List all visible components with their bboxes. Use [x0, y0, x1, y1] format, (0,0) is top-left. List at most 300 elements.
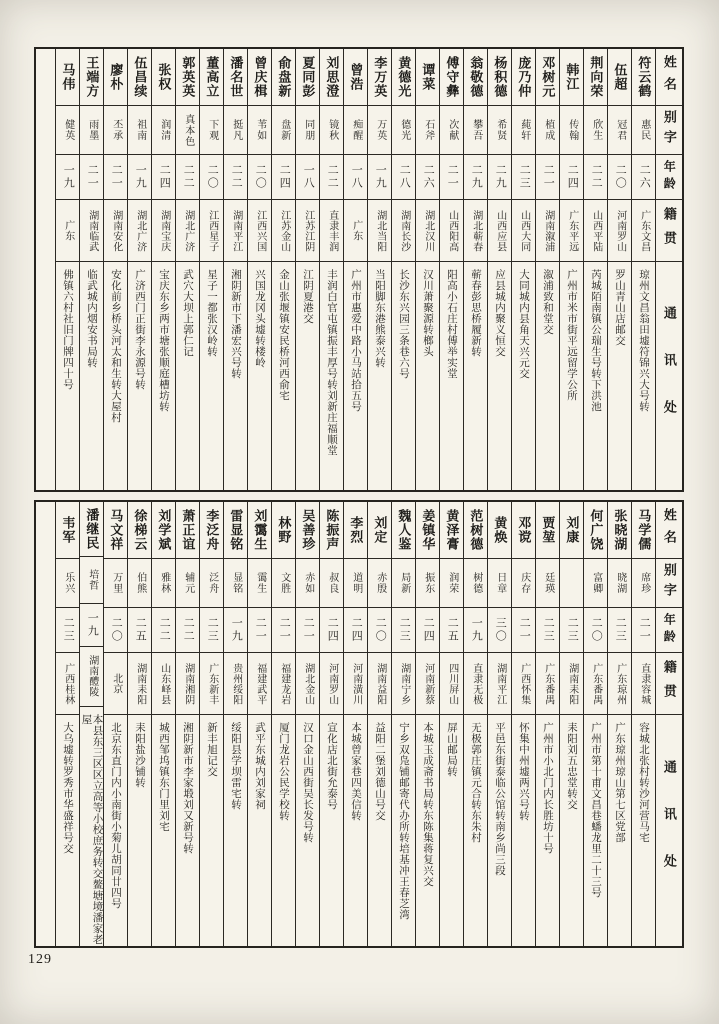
address-cell: 应县城内聚义恒交 — [494, 269, 506, 357]
courtesy-cell: 惠民 — [632, 106, 655, 155]
name-cell: 王端方 — [80, 49, 103, 106]
person-column — [127, 49, 151, 490]
courtesy-cell: 润清 — [152, 106, 175, 155]
courtesy-cell: 下观 — [200, 106, 223, 155]
courtesy-cell: 泛舟 — [200, 559, 223, 608]
origin-cell: 江西兴国 — [248, 200, 271, 262]
address-cell: 平邑东街泰临公馆转南乡尚三段 — [494, 722, 506, 876]
address-cell: 金山张堰镇安民桥河西俞宅 — [278, 269, 290, 401]
name-cell: 吴善珍 — [296, 502, 319, 559]
origin-cell: 广东 — [344, 200, 367, 262]
name-cell: 刘学斌 — [152, 502, 175, 559]
person-column — [511, 502, 535, 946]
courtesy-cell — [560, 559, 583, 608]
courtesy-cell: 攀吾 — [464, 106, 487, 155]
person-column — [631, 502, 655, 946]
person-column — [631, 49, 655, 490]
courtesy-cell: 镜秋 — [320, 106, 343, 155]
age-cell: 二四 — [416, 608, 439, 653]
address-cell: 江阴夏港交 — [302, 269, 314, 324]
name-cell: 郭英英 — [176, 49, 199, 106]
origin-cell: 湖北蕲春 — [464, 200, 487, 262]
age-cell: 二〇 — [368, 608, 391, 653]
name-cell: 黄泽膏 — [440, 502, 463, 559]
courtesy-cell: 丕承 — [104, 106, 127, 155]
age-cell: 二五 — [440, 608, 463, 653]
person-column — [439, 502, 463, 946]
courtesy-cell: 文胜 — [272, 559, 295, 608]
address-cell: 湘阴新市李家塅刘又新号转 — [182, 722, 194, 854]
origin-cell: 湖南宁乡 — [392, 653, 415, 715]
name-cell: 魏人鉴 — [392, 502, 415, 559]
name-cell: 李烈 — [344, 502, 367, 559]
person-column — [55, 502, 79, 946]
address-cell: 容城北张村转沙河营马宅 — [638, 722, 650, 843]
origin-cell: 湖南临武 — [80, 200, 103, 262]
origin-cell: 广西怀集 — [512, 653, 535, 715]
address-cell: 武穴大坝上郭仁记 — [182, 269, 194, 357]
person-column — [583, 49, 607, 490]
address-cell: 本城曾家巷四美信转 — [350, 722, 362, 821]
address-cell: 广济西门正街李永源号转 — [134, 269, 146, 390]
origin-cell: 广东文昌 — [632, 200, 655, 262]
origin-cell: 湖南平江 — [224, 200, 247, 262]
name-cell: 董高立 — [200, 49, 223, 106]
age-cell: 二二 — [176, 608, 199, 653]
origin-cell: 山西应县 — [488, 200, 511, 262]
header-label-name: 姓名 — [656, 502, 682, 559]
name-cell: 傅守彝 — [440, 49, 463, 106]
address-cell: 广州市米市街平远留学公所 — [566, 269, 578, 401]
origin-cell: 直隶丰润 — [320, 200, 343, 262]
address-cell: 厦门龙岩公民学校转 — [278, 722, 290, 821]
origin-cell: 湖北金山 — [296, 653, 319, 715]
courtesy-cell: 痴醒 — [344, 106, 367, 155]
origin-cell: 湖南耒阳 — [128, 653, 151, 715]
origin-cell: 湖北当阳 — [368, 200, 391, 262]
person-column — [295, 49, 319, 490]
person-column — [343, 49, 367, 490]
name-cell: 李泛舟 — [200, 502, 223, 559]
table-header-column — [655, 502, 682, 946]
person-column — [175, 502, 199, 946]
age-cell: 二二 — [176, 155, 199, 200]
name-cell: 李万英 — [368, 49, 391, 106]
name-cell: 庞乃仲 — [512, 49, 535, 106]
age-cell: 一八 — [344, 155, 367, 200]
address-cell: 长沙东兴园三条巷六号 — [398, 269, 410, 379]
courtesy-cell: 润荣 — [440, 559, 463, 608]
name-cell: 曾浩 — [344, 49, 367, 106]
age-cell: 二二 — [152, 608, 175, 653]
courtesy-cell: 伯熊 — [128, 559, 151, 608]
header-label-age: 年龄 — [656, 608, 682, 653]
courtesy-cell: 振东 — [416, 559, 439, 608]
name-cell: 黄德光 — [392, 49, 415, 106]
origin-cell: 四川屏山 — [440, 653, 463, 715]
address-cell: 汉口金山西街吴长发号转 — [302, 722, 314, 843]
age-cell: 二一 — [536, 155, 559, 200]
person-column — [535, 49, 559, 490]
address-cell: 广州市第十甫文昌巷蟠龙里二十三号 — [590, 722, 602, 898]
origin-cell: 湖北广济 — [128, 200, 151, 262]
name-cell: 马学儒 — [632, 502, 655, 559]
courtesy-cell: 赤殷 — [368, 559, 391, 608]
header-label-name: 姓名 — [656, 49, 682, 106]
courtesy-cell: 树德 — [464, 559, 487, 608]
person-column — [295, 502, 319, 946]
origin-cell: 广东琼州 — [608, 653, 631, 715]
courtesy-cell: 祖南 — [128, 106, 151, 155]
person-column — [127, 502, 151, 946]
name-cell: 俞盘新 — [272, 49, 295, 106]
courtesy-cell: 赤如 — [296, 559, 319, 608]
person-column — [175, 49, 199, 490]
person-column — [511, 49, 535, 490]
address-cell: 北京东直门内小南街小菊儿胡同廿四号 — [110, 722, 122, 909]
courtesy-cell: 冠君 — [608, 106, 631, 155]
age-cell: 二三 — [560, 608, 583, 653]
age-cell: 二三 — [512, 155, 535, 200]
address-cell: 怀集中州墟两兴号转 — [518, 722, 530, 821]
address-cell: 宝庆东乡两市塘张顺庭槽坊转 — [158, 269, 170, 412]
header-label-age: 年龄 — [656, 155, 682, 200]
origin-cell: 直隶无极 — [464, 653, 487, 715]
age-cell: 一九 — [224, 608, 247, 653]
courtesy-cell: 道明 — [344, 559, 367, 608]
address-cell: 屏山邮局转 — [446, 722, 458, 777]
person-column — [199, 49, 223, 490]
name-cell: 夏同彭 — [296, 49, 319, 106]
age-cell: 二〇 — [248, 155, 271, 200]
person-column — [199, 502, 223, 946]
courtesy-cell: 传翰 — [560, 106, 583, 155]
origin-cell: 北京 — [104, 653, 127, 715]
name-cell: 萧正谊 — [176, 502, 199, 559]
age-cell: 二八 — [392, 155, 415, 200]
address-cell: 本城玉成斋书局转东陈集蒋复兴交 — [422, 722, 434, 887]
origin-cell: 湖南湘阴 — [176, 653, 199, 715]
address-cell: 宣化店北街允泰号 — [326, 722, 338, 810]
age-cell: 二五 — [128, 608, 151, 653]
age-cell: 二三 — [608, 608, 631, 653]
origin-cell: 福建武平 — [248, 653, 271, 715]
origin-cell: 广西桂林 — [56, 653, 79, 715]
age-cell: 一九 — [368, 155, 391, 200]
name-cell: 马伟 — [56, 49, 79, 106]
courtesy-cell: 雅林 — [152, 559, 175, 608]
name-cell: 韩江 — [560, 49, 583, 106]
courtesy-cell: 同朋 — [296, 106, 319, 155]
person-column — [271, 502, 295, 946]
address-cell: 罗山青山店邮交 — [614, 269, 626, 346]
address-cell: 芮城陌南镇公瑞生号转下洪池 — [590, 269, 602, 412]
person-column — [343, 502, 367, 946]
courtesy-cell: 石斧 — [416, 106, 439, 155]
person-column — [583, 502, 607, 946]
person-column — [223, 502, 247, 946]
courtesy-cell: 德光 — [392, 106, 415, 155]
person-column — [391, 49, 415, 490]
origin-cell: 湖南长沙 — [392, 200, 415, 262]
name-cell: 刘思澄 — [320, 49, 343, 106]
name-cell: 潘继民 — [80, 502, 103, 557]
courtesy-cell: 显铭 — [224, 559, 247, 608]
origin-cell: 河南新蔡 — [416, 653, 439, 715]
address-cell: 兴国龙冈头墟转楼岭 — [254, 269, 266, 368]
address-cell: 佛镇六村社旧门牌四十号 — [62, 269, 74, 390]
name-cell: 廖朴 — [104, 49, 127, 106]
person-column — [223, 49, 247, 490]
courtesy-cell: 次献 — [440, 106, 463, 155]
person-column — [391, 502, 415, 946]
person-column — [55, 49, 79, 490]
header-label-courtesy: 别字 — [656, 559, 682, 608]
courtesy-cell: 叔良 — [320, 559, 343, 608]
courtesy-cell: 真本色 — [176, 106, 199, 155]
person-column — [103, 502, 127, 946]
name-cell: 徐梯云 — [128, 502, 151, 559]
origin-cell: 直隶容城 — [632, 653, 655, 715]
person-column — [415, 502, 439, 946]
address-cell: 溆浦致和堂交 — [542, 269, 554, 335]
person-column — [607, 502, 631, 946]
person-column — [559, 49, 583, 490]
age-cell: 一九 — [464, 608, 487, 653]
age-cell: 二一 — [296, 608, 319, 653]
person-column — [319, 49, 343, 490]
origin-cell: 江苏金山 — [272, 200, 295, 262]
age-cell: 二三 — [392, 608, 415, 653]
origin-cell: 湖南耒阳 — [560, 653, 583, 715]
courtesy-cell: 欣生 — [584, 106, 607, 155]
age-cell: 一九 — [128, 155, 151, 200]
age-cell: 二一 — [248, 608, 271, 653]
table-header-column — [655, 49, 682, 490]
age-cell: 二六 — [632, 155, 655, 200]
address-cell: 武平东城内刘家祠 — [254, 722, 266, 810]
origin-cell: 江西星子 — [200, 200, 223, 262]
address-cell: 安化前乡桥头河太和生转大屋村 — [110, 269, 122, 423]
age-cell: 二一 — [440, 155, 463, 200]
name-cell: 刘康 — [560, 502, 583, 559]
name-cell: 刘霭生 — [248, 502, 271, 559]
address-cell: 阳高小石庄村傅举实堂 — [446, 269, 458, 379]
page-number: 129 — [28, 952, 52, 967]
age-cell: 二六 — [416, 155, 439, 200]
age-cell: 二〇 — [584, 608, 607, 653]
person-column — [151, 502, 175, 946]
person-column — [367, 49, 391, 490]
name-cell: 何广饶 — [584, 502, 607, 559]
name-cell: 韦军 — [56, 502, 79, 559]
origin-cell: 山东峄县 — [152, 653, 175, 715]
courtesy-cell: 霭生 — [248, 559, 271, 608]
person-column — [151, 49, 175, 490]
name-cell: 贾堃 — [536, 502, 559, 559]
address-cell: 琼州文昌翁田墟符锦兴大号转 — [638, 269, 650, 412]
person-column — [559, 502, 583, 946]
age-cell: 二一 — [80, 155, 103, 200]
name-cell: 符云鹤 — [632, 49, 655, 106]
person-column — [415, 49, 439, 490]
courtesy-cell: 晓湖 — [608, 559, 631, 608]
origin-cell: 湖南宝庆 — [152, 200, 175, 262]
courtesy-cell: 席珍 — [632, 559, 655, 608]
address-cell: 丰润白官屯镇振丰厚号转刘新庄福顺堂 — [326, 269, 338, 456]
age-cell: 二四 — [560, 155, 583, 200]
header-label-courtesy: 别字 — [656, 106, 682, 155]
header-label-address: 通讯处 — [661, 760, 677, 901]
age-cell: 一九 — [56, 155, 79, 200]
origin-cell: 湖南平江 — [488, 653, 511, 715]
person-column — [247, 49, 271, 490]
name-cell: 伍超 — [608, 49, 631, 106]
origin-cell: 湖南醴陵 — [80, 647, 103, 707]
person-column — [607, 49, 631, 490]
name-cell: 姜镇华 — [416, 502, 439, 559]
address-cell: 广州市惠爱中路小马站拾五号 — [350, 269, 362, 412]
name-cell: 杨积德 — [488, 49, 511, 106]
courtesy-cell: 雨墨 — [80, 106, 103, 155]
age-cell: 一九 — [80, 604, 103, 647]
courtesy-cell: 乐兴 — [56, 559, 79, 608]
age-cell: 二二 — [320, 155, 343, 200]
name-cell: 林野 — [272, 502, 295, 559]
address-cell: 宁乡双凫铺邮寄代办所转培基冲王春芝湾 — [398, 722, 410, 920]
courtesy-cell: 健英 — [56, 106, 79, 155]
age-cell: 二三 — [536, 608, 559, 653]
address-cell: 大同城内县角天兴元交 — [518, 269, 530, 379]
origin-cell: 江苏江阴 — [296, 200, 319, 262]
address-cell: 汉川萧聚源转榔头 — [422, 269, 434, 357]
age-cell: 二二 — [584, 155, 607, 200]
name-cell: 马文祥 — [104, 502, 127, 559]
courtesy-cell: 挺凡 — [224, 106, 247, 155]
name-cell: 荆向荣 — [584, 49, 607, 106]
origin-cell: 河南潢川 — [344, 653, 367, 715]
registry-table-top — [34, 47, 684, 492]
origin-cell: 湖北广济 — [176, 200, 199, 262]
origin-cell: 湖南安化 — [104, 200, 127, 262]
header-label-origin: 籍贯 — [656, 653, 682, 715]
address-cell: 湘阴新市下潘宏兴号转 — [230, 269, 242, 379]
origin-cell: 湖南益阳 — [368, 653, 391, 715]
address-cell: 城西邹坞镇东门里刘宅 — [158, 722, 170, 832]
age-cell: 二九 — [464, 155, 487, 200]
origin-cell: 湖南溆浦 — [536, 200, 559, 262]
name-cell: 黄焕 — [488, 502, 511, 559]
courtesy-cell: 蒓轩 — [512, 106, 535, 155]
origin-cell: 广东番禺 — [536, 653, 559, 715]
courtesy-cell: 日章 — [488, 559, 511, 608]
origin-cell: 广东番禺 — [584, 653, 607, 715]
courtesy-cell: 辅元 — [176, 559, 199, 608]
address-cell: 耒阳盐沙铺转 — [134, 722, 146, 788]
courtesy-cell: 局新 — [392, 559, 415, 608]
address-cell: 益阳二堡刘德山号交 — [374, 722, 386, 821]
person-column — [319, 502, 343, 946]
address-cell: 蕲春彭思桥履新转 — [470, 269, 482, 357]
person-column — [463, 49, 487, 490]
address-cell: 星子一都张汉岭转 — [206, 269, 218, 357]
address-cell: 广东琼州琼山第七区党部 — [614, 722, 626, 843]
address-cell: 绥阳县学坝雷宅转 — [230, 722, 242, 810]
origin-cell: 河南罗山 — [320, 653, 343, 715]
courtesy-cell: 富卿 — [584, 559, 607, 608]
age-cell: 二〇 — [608, 155, 631, 200]
age-cell: 二〇 — [200, 155, 223, 200]
age-cell: 二四 — [152, 155, 175, 200]
person-column — [535, 502, 559, 946]
name-cell: 雷显铭 — [224, 502, 247, 559]
courtesy-cell: 万里 — [104, 559, 127, 608]
person-column — [463, 502, 487, 946]
courtesy-cell: 希贤 — [488, 106, 511, 155]
address-cell: 无极郭庄镇元合转东朱村 — [470, 722, 482, 843]
origin-cell: 河南罗山 — [608, 200, 631, 262]
courtesy-cell: 苇如 — [248, 106, 271, 155]
courtesy-cell: 庆存 — [512, 559, 535, 608]
name-cell: 陈振声 — [320, 502, 343, 559]
origin-cell: 山西阳高 — [440, 200, 463, 262]
name-cell: 伍昌续 — [128, 49, 151, 106]
person-column — [487, 49, 511, 490]
age-cell: 二三 — [200, 608, 223, 653]
courtesy-cell: 盘新 — [272, 106, 295, 155]
origin-cell: 湖北汉川 — [416, 200, 439, 262]
name-cell: 张晓湖 — [608, 502, 631, 559]
origin-cell: 广东 — [56, 200, 79, 262]
age-cell: 二一 — [632, 608, 655, 653]
origin-cell: 山西大同 — [512, 200, 535, 262]
age-cell: 一八 — [296, 155, 319, 200]
age-cell: 二〇 — [104, 608, 127, 653]
name-cell: 邓谠 — [512, 502, 535, 559]
courtesy-cell: 廷瑛 — [536, 559, 559, 608]
address-cell: 大乌墟转罗秀市华盛祥号交 — [62, 722, 74, 854]
origin-cell: 福建龙岩 — [272, 653, 295, 715]
age-cell: 二九 — [488, 155, 511, 200]
person-column — [79, 49, 103, 490]
name-cell: 范树德 — [464, 502, 487, 559]
age-cell: 二二 — [224, 155, 247, 200]
name-cell: 曾庆楫 — [248, 49, 271, 106]
address-cell: 广州市小北门内长胜坊十号 — [542, 722, 554, 854]
name-cell: 谭菜 — [416, 49, 439, 106]
address-cell: 临武城内烟安书局转 — [86, 269, 98, 368]
age-cell: 三〇 — [488, 608, 511, 653]
name-cell: 张权 — [152, 49, 175, 106]
person-column — [247, 502, 271, 946]
name-cell: 潘名世 — [224, 49, 247, 106]
courtesy-cell: 培哲 — [80, 557, 103, 604]
header-label-address: 通讯处 — [661, 305, 677, 447]
person-column — [103, 49, 127, 490]
person-column — [487, 502, 511, 946]
age-cell: 二三 — [56, 608, 79, 653]
courtesy-cell: 万英 — [368, 106, 391, 155]
person-column — [367, 502, 391, 946]
origin-cell: 广东新丰 — [200, 653, 223, 715]
person-column — [439, 49, 463, 490]
origin-cell: 贵州绥阳 — [224, 653, 247, 715]
registry-table-bottom — [34, 500, 684, 948]
origin-cell: 广东平远 — [560, 200, 583, 262]
age-cell: 二一 — [104, 155, 127, 200]
address-cell: 新丰旭记交 — [206, 722, 218, 777]
name-cell: 邓树元 — [536, 49, 559, 106]
